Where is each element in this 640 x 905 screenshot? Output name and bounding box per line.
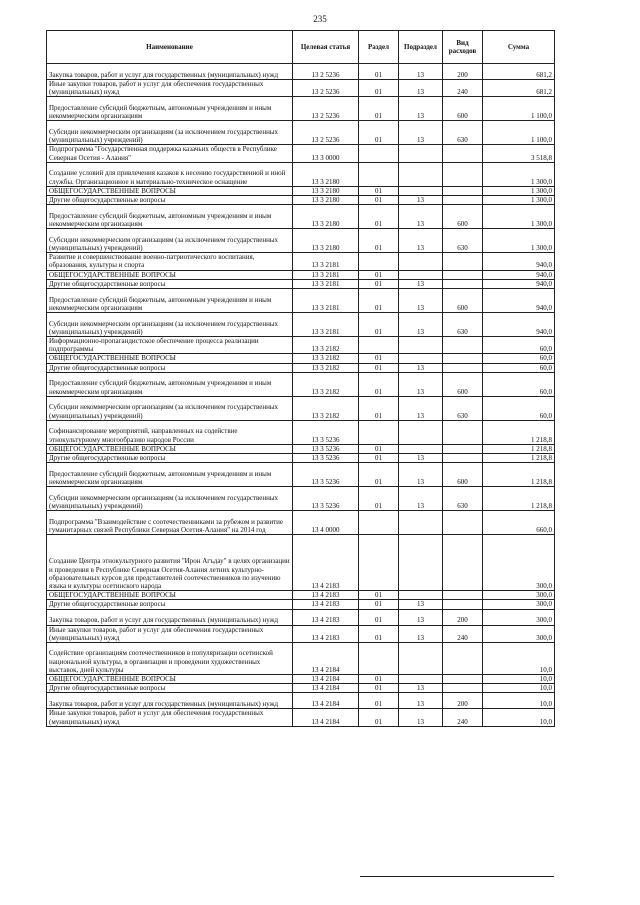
row-expense-type: 600: [443, 205, 483, 229]
row-code: 13 2 5236: [293, 64, 359, 80]
row-expense-type: 600: [443, 463, 483, 487]
row-sum: 10,0: [483, 709, 555, 726]
row-expense-type: [443, 675, 483, 684]
table-row: [47, 709, 555, 726]
row-subsection: 13: [399, 463, 443, 487]
table-row: [47, 64, 555, 80]
row-name: Субсидии некоммерческим организациям (за исключением государственных (муниципальных) учреждений): [47, 121, 293, 145]
row-name: ОБЩЕГОСУДАРСТВЕННЫЕ ВОПРОСЫ: [47, 591, 293, 600]
row-sum: 1 218,8: [483, 487, 555, 511]
row-section: [359, 253, 399, 270]
table-row: [47, 463, 555, 487]
row-subsection: 13: [399, 313, 443, 337]
row-code: 13 3 2181: [293, 270, 359, 279]
row-subsection: 13: [399, 97, 443, 121]
row-subsection: 13: [399, 121, 443, 145]
row-name: Иные закупки товаров, работ и услуг для обеспечения государственных (муниципальных) нужд: [47, 709, 293, 726]
row-subsection: [399, 420, 443, 444]
row-section: [359, 145, 399, 162]
row-subsection: 13: [399, 289, 443, 313]
row-section: 01: [359, 709, 399, 726]
row-code: 13 3 5236: [293, 454, 359, 463]
table-row: [47, 337, 555, 354]
row-section: 01: [359, 609, 399, 625]
table-row: [47, 487, 555, 511]
row-subsection: [399, 145, 443, 162]
row-subsection: 13: [399, 205, 443, 229]
table-row: [47, 121, 555, 145]
table-header-row: [47, 31, 555, 64]
row-sum: 940,0: [483, 253, 555, 270]
row-section: 01: [359, 693, 399, 709]
row-subsection: [399, 675, 443, 684]
row-expense-type: [443, 279, 483, 288]
table-row: [47, 270, 555, 279]
row-name: Развитие и совершенствование военно-патриотического воспитания, образования, культуры и спорта: [47, 253, 293, 270]
row-expense-type: [443, 535, 483, 591]
row-expense-type: 630: [443, 487, 483, 511]
row-section: 01: [359, 363, 399, 372]
row-sum: 60,0: [483, 363, 555, 372]
row-section: [359, 420, 399, 444]
row-code: 13 2 5236: [293, 121, 359, 145]
row-code: 13 4 2184: [293, 709, 359, 726]
table-row: [47, 372, 555, 396]
row-section: [359, 535, 399, 591]
table-row: [47, 229, 555, 253]
table-row: [47, 511, 555, 535]
row-expense-type: 600: [443, 372, 483, 396]
row-expense-type: [443, 643, 483, 675]
table-row: [47, 354, 555, 363]
table-row: [47, 97, 555, 121]
row-subsection: [399, 511, 443, 535]
row-section: 01: [359, 463, 399, 487]
table-row: [47, 675, 555, 684]
row-expense-type: [443, 337, 483, 354]
table-row: [47, 420, 555, 444]
row-name: Софинансирование мероприятий, направленных на содействие этнокультурному многообразию народов России: [47, 420, 293, 444]
row-expense-type: 630: [443, 396, 483, 420]
row-subsection: [399, 354, 443, 363]
row-code: 13 3 5236: [293, 444, 359, 453]
row-subsection: [399, 643, 443, 675]
table-row: [47, 162, 555, 186]
row-code: 13 4 2183: [293, 535, 359, 591]
row-subsection: 13: [399, 609, 443, 625]
header-subsection: Подраздел: [399, 31, 443, 64]
page-number: 235: [313, 14, 327, 24]
row-expense-type: 240: [443, 709, 483, 726]
row-code: 13 3 2181: [293, 253, 359, 270]
row-code: 13 3 2180: [293, 229, 359, 253]
row-section: 01: [359, 121, 399, 145]
row-expense-type: 200: [443, 693, 483, 709]
row-code: 13 3 0000: [293, 145, 359, 162]
row-subsection: 13: [399, 80, 443, 97]
row-name: Субсидии некоммерческим организациям (за исключением государственных (муниципальных) учреждений): [47, 229, 293, 253]
table-row: [47, 591, 555, 600]
row-code: 13 3 5236: [293, 420, 359, 444]
row-expense-type: 600: [443, 289, 483, 313]
row-section: 01: [359, 289, 399, 313]
row-expense-type: 200: [443, 609, 483, 625]
row-code: 13 3 2180: [293, 186, 359, 195]
row-expense-type: 200: [443, 64, 483, 80]
row-subsection: 13: [399, 454, 443, 463]
row-code: 13 3 2182: [293, 396, 359, 420]
row-expense-type: [443, 511, 483, 535]
row-section: 01: [359, 313, 399, 337]
row-sum: 940,0: [483, 270, 555, 279]
row-name: Субсидии некоммерческим организациям (за исключением государственных (муниципальных) учреждений): [47, 487, 293, 511]
row-expense-type: [443, 186, 483, 195]
row-sum: 1 300,0: [483, 229, 555, 253]
row-subsection: [399, 162, 443, 186]
table-row: [47, 279, 555, 288]
row-subsection: 13: [399, 196, 443, 205]
row-subsection: [399, 535, 443, 591]
row-subsection: [399, 444, 443, 453]
row-expense-type: [443, 600, 483, 609]
row-name: Другие общегосударственные вопросы: [47, 363, 293, 372]
row-section: 01: [359, 454, 399, 463]
row-sum: 660,0: [483, 511, 555, 535]
table-row: [47, 145, 555, 162]
row-code: 13 4 2184: [293, 693, 359, 709]
row-name: Предоставление субсидий бюджетным, автономным учреждениям и иным некоммерческим организациям: [47, 372, 293, 396]
row-expense-type: 630: [443, 229, 483, 253]
row-sum: 940,0: [483, 279, 555, 288]
row-subsection: 13: [399, 487, 443, 511]
row-code: 13 3 2181: [293, 289, 359, 313]
row-subsection: 13: [399, 279, 443, 288]
row-name: ОБЩЕГОСУДАРСТВЕННЫЕ ВОПРОСЫ: [47, 675, 293, 684]
row-sum: 1 100,0: [483, 121, 555, 145]
table-row: [47, 363, 555, 372]
row-section: 01: [359, 675, 399, 684]
row-name: Подпрограмма "Взаимодействие с соотечественниками за рубежом и развитие гуманитарных связей Республики Северная Осетия-Алания" на 2014 год: [47, 511, 293, 535]
row-subsection: 13: [399, 396, 443, 420]
table-row: [47, 289, 555, 313]
row-sum: 1 218,8: [483, 420, 555, 444]
row-section: 01: [359, 625, 399, 642]
row-code: 13 3 2182: [293, 354, 359, 363]
row-sum: 1 300,0: [483, 205, 555, 229]
row-expense-type: 240: [443, 625, 483, 642]
footer-rule: [360, 876, 554, 877]
row-section: [359, 643, 399, 675]
row-expense-type: [443, 354, 483, 363]
row-name: Иные закупки товаров, работ и услуг для обеспечения государственных (муниципальных) нужд: [47, 80, 293, 97]
row-code: 13 3 2182: [293, 337, 359, 354]
row-sum: 1 218,8: [483, 463, 555, 487]
row-sum: 940,0: [483, 289, 555, 313]
row-section: [359, 162, 399, 186]
row-sum: 60,0: [483, 337, 555, 354]
row-sum: 1 300,0: [483, 186, 555, 195]
table-row: [47, 80, 555, 97]
row-code: 13 3 2180: [293, 205, 359, 229]
row-sum: 1 300,0: [483, 196, 555, 205]
row-subsection: 13: [399, 64, 443, 80]
header-section: Раздел: [359, 31, 399, 64]
row-name: Информационно-пропагандистское обеспечение процесса реализации подпрограммы: [47, 337, 293, 354]
row-code: 13 3 2181: [293, 279, 359, 288]
row-subsection: 13: [399, 693, 443, 709]
row-code: 13 4 0000: [293, 511, 359, 535]
row-name: Другие общегосударственные вопросы: [47, 454, 293, 463]
row-expense-type: [443, 196, 483, 205]
row-sum: 300,0: [483, 600, 555, 609]
table-row: [47, 684, 555, 693]
table-row: [47, 313, 555, 337]
row-section: 01: [359, 270, 399, 279]
row-expense-type: [443, 591, 483, 600]
row-name: Создание условий для привлечения казаков к несению государственной и иной службы. Организационное и материально-техническое оснащение: [47, 162, 293, 186]
row-section: 01: [359, 186, 399, 195]
table-row: [47, 454, 555, 463]
row-section: [359, 337, 399, 354]
row-name: Предоставление субсидий бюджетным, автономным учреждениям и иным некоммерческим организациям: [47, 97, 293, 121]
row-name: Другие общегосударственные вопросы: [47, 684, 293, 693]
table-row: [47, 609, 555, 625]
row-expense-type: [443, 270, 483, 279]
row-section: 01: [359, 591, 399, 600]
row-sum: 681,2: [483, 80, 555, 97]
row-name: Другие общегосударственные вопросы: [47, 600, 293, 609]
row-section: 01: [359, 196, 399, 205]
table-row: [47, 253, 555, 270]
table-row: [47, 186, 555, 195]
header-sum: Сумма: [483, 31, 555, 64]
row-section: 01: [359, 229, 399, 253]
row-section: [359, 511, 399, 535]
row-section: 01: [359, 354, 399, 363]
row-expense-type: [443, 684, 483, 693]
row-section: 01: [359, 600, 399, 609]
row-code: 13 3 5236: [293, 463, 359, 487]
row-code: 13 4 2184: [293, 643, 359, 675]
row-subsection: 13: [399, 600, 443, 609]
row-subsection: 13: [399, 625, 443, 642]
row-sum: 60,0: [483, 396, 555, 420]
row-code: 13 4 2183: [293, 609, 359, 625]
table-row: [47, 643, 555, 675]
row-code: 13 3 2182: [293, 363, 359, 372]
row-subsection: 13: [399, 709, 443, 726]
row-code: 13 4 2183: [293, 591, 359, 600]
row-sum: 1 300,0: [483, 162, 555, 186]
row-sum: 60,0: [483, 354, 555, 363]
row-code: 13 4 2184: [293, 684, 359, 693]
row-expense-type: [443, 444, 483, 453]
row-sum: 3 518,8: [483, 145, 555, 162]
table-row: [47, 396, 555, 420]
row-section: 01: [359, 80, 399, 97]
row-name: Содействие организациям соотечественников в популяризации осетинской национальной культуры, в организации и проведении художественных выставок, дней культуры: [47, 643, 293, 675]
row-section: 01: [359, 97, 399, 121]
row-expense-type: 600: [443, 97, 483, 121]
row-subsection: 13: [399, 684, 443, 693]
row-sum: 10,0: [483, 675, 555, 684]
row-name: Предоставление субсидий бюджетным, автономным учреждениям и иным некоммерческим организациям: [47, 463, 293, 487]
row-sum: 60,0: [483, 372, 555, 396]
row-sum: 940,0: [483, 313, 555, 337]
row-subsection: [399, 337, 443, 354]
row-code: 13 3 2182: [293, 372, 359, 396]
row-expense-type: [443, 253, 483, 270]
row-expense-type: [443, 145, 483, 162]
table-row: [47, 444, 555, 453]
row-name: ОБЩЕГОСУДАРСТВЕННЫЕ ВОПРОСЫ: [47, 354, 293, 363]
row-name: Субсидии некоммерческим организациям (за исключением государственных (муниципальных) учреждений): [47, 396, 293, 420]
row-name: Предоставление субсидий бюджетным, автономным учреждениям и иным некоммерческим организациям: [47, 289, 293, 313]
row-sum: 300,0: [483, 625, 555, 642]
row-name: Предоставление субсидий бюджетным, автономным учреждениям и иным некоммерческим организациям: [47, 205, 293, 229]
row-expense-type: [443, 162, 483, 186]
row-sum: 1 100,0: [483, 97, 555, 121]
row-sum: 10,0: [483, 684, 555, 693]
header-code: Целевая статья: [293, 31, 359, 64]
row-section: 01: [359, 64, 399, 80]
row-sum: 300,0: [483, 609, 555, 625]
row-subsection: [399, 253, 443, 270]
row-expense-type: 630: [443, 313, 483, 337]
row-sum: 300,0: [483, 535, 555, 591]
table-row: [47, 600, 555, 609]
row-code: 13 3 5236: [293, 487, 359, 511]
row-sum: 300,0: [483, 591, 555, 600]
row-name: Закупка товаров, работ и услуг для государственных (муниципальных) нужд: [47, 609, 293, 625]
row-subsection: [399, 591, 443, 600]
row-name: Закупка товаров, работ и услуг для государственных (муниципальных) нужд: [47, 693, 293, 709]
row-name: Закупка товаров, работ и услуг для государственных (муниципальных) нужд: [47, 64, 293, 80]
row-code: 13 3 2180: [293, 162, 359, 186]
row-expense-type: 630: [443, 121, 483, 145]
row-subsection: [399, 270, 443, 279]
row-subsection: 13: [399, 229, 443, 253]
table-row: [47, 693, 555, 709]
row-expense-type: [443, 363, 483, 372]
row-code: 13 2 5236: [293, 97, 359, 121]
row-code: 13 2 5236: [293, 80, 359, 97]
row-name: Иные закупки товаров, работ и услуг для обеспечения государственных (муниципальных) нужд: [47, 625, 293, 642]
header-expense-type: Вид расходов: [443, 31, 483, 64]
row-expense-type: 240: [443, 80, 483, 97]
row-expense-type: [443, 454, 483, 463]
header-name: Наименование: [47, 31, 293, 64]
row-section: 01: [359, 487, 399, 511]
row-name: Подпрограмма "Государственная поддержка казачьих обществ в Республике Северная Осетия - Алания": [47, 145, 293, 162]
row-section: 01: [359, 279, 399, 288]
row-name: Субсидии некоммерческим организациям (за исключением государственных (муниципальных) учреждений): [47, 313, 293, 337]
table-row: [47, 196, 555, 205]
row-sum: 681,2: [483, 64, 555, 80]
budget-table: [46, 30, 555, 727]
row-name: ОБЩЕГОСУДАРСТВЕННЫЕ ВОПРОСЫ: [47, 186, 293, 195]
row-sum: 10,0: [483, 693, 555, 709]
row-code: 13 4 2184: [293, 675, 359, 684]
row-code: 13 3 2180: [293, 196, 359, 205]
row-code: 13 4 2183: [293, 625, 359, 642]
table-row: [47, 205, 555, 229]
row-name: ОБЩЕГОСУДАРСТВЕННЫЕ ВОПРОСЫ: [47, 270, 293, 279]
row-code: 13 4 2183: [293, 600, 359, 609]
row-sum: 10,0: [483, 643, 555, 675]
row-expense-type: [443, 420, 483, 444]
row-section: 01: [359, 205, 399, 229]
row-sum: 1 218,8: [483, 454, 555, 463]
row-section: 01: [359, 396, 399, 420]
row-name: Другие общегосударственные вопросы: [47, 196, 293, 205]
row-section: 01: [359, 444, 399, 453]
row-code: 13 3 2181: [293, 313, 359, 337]
row-section: 01: [359, 372, 399, 396]
table-row: [47, 625, 555, 642]
row-name: ОБЩЕГОСУДАРСТВЕННЫЕ ВОПРОСЫ: [47, 444, 293, 453]
row-subsection: 13: [399, 363, 443, 372]
row-name: Другие общегосударственные вопросы: [47, 279, 293, 288]
row-name: Создание Центра этнокультурного развития "Ирон Агъдау" в целях организации и проведения в Республике Северная Осетия-Алания летних культурно-образовательных курсов для представителей соотечественников по изучению языка и культуры осетинского народа: [47, 535, 293, 591]
row-subsection: [399, 186, 443, 195]
row-sum: 1 218,8: [483, 444, 555, 453]
row-section: 01: [359, 684, 399, 693]
row-subsection: 13: [399, 372, 443, 396]
table-row: [47, 535, 555, 591]
